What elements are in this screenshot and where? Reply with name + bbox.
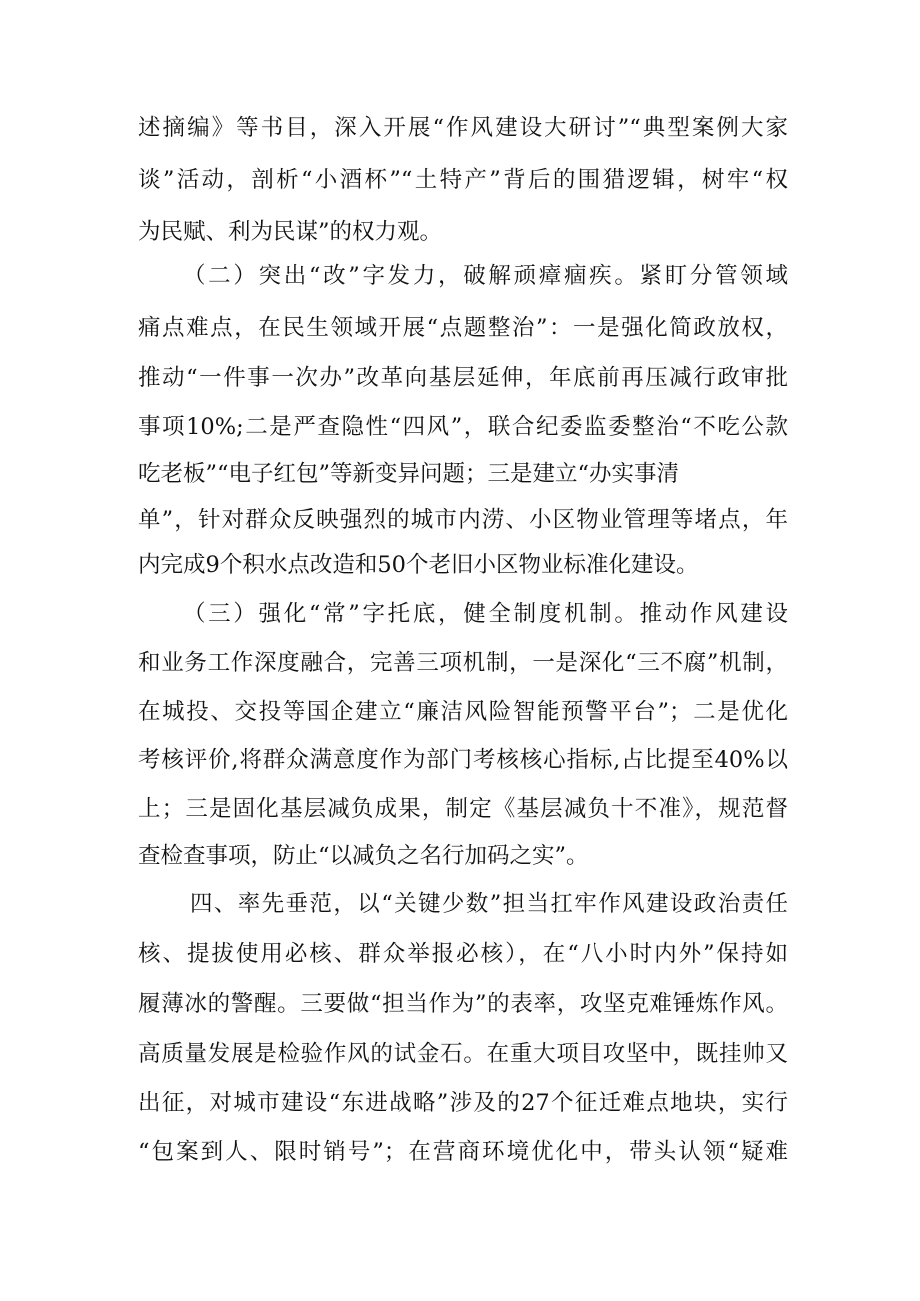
text-line: 在城投、交投等国企建立“廉洁风险智能预警平台”；二是优化	[138, 699, 788, 725]
paragraph-heading: （二）突出“改”字发力，破解顽瘴痼疾。紧盯分管领域	[183, 263, 788, 289]
text-line: 查检查事项，防止“以减负之名行加码之实”。	[138, 843, 589, 869]
section-heading: 四、率先垂范，以“关键少数”担当扛牢作风建设政治责任	[190, 891, 788, 917]
text-line: 履薄冰的警醒。三要做“担当作为”的表率，攻坚克难锤炼作风。	[138, 991, 788, 1017]
text-line: 事项10%;二是严查隐性“四风”，联合纪委监委整治“不吃公款	[138, 414, 788, 440]
text-line: 为民赋、利为民谋”的权力观。	[138, 219, 443, 245]
text-line: 推动“一件事一次办”改革向基层延伸，年底前再压减行政审批	[138, 365, 788, 391]
text-line: 和业务工作深度融合，完善三项机制，一是深化“三不腐”机制，	[138, 650, 788, 676]
text-line: 吃老板”“电子红包”等新变异问题；三是建立“办实事清	[138, 461, 680, 487]
text-line: 内完成9个积水点改造和50个老旧小区物业标准化建设。	[138, 552, 699, 578]
text-line: 出征，对城市建设“东进战略”涉及的27个征迁难点地块，实行	[138, 1090, 788, 1116]
text-line: 考核评价,将群众满意度作为部门考核核心指标,占比提至40%以	[138, 747, 788, 773]
text-line: 核、提拔使用必核、群众举报必核），在“八小时内外”保持如	[138, 941, 788, 967]
text-line: 痛点难点，在民生领域开展“点题整治”：一是强化简政放权，	[138, 315, 788, 341]
text-line: 单”，针对群众反映强烈的城市内涝、小区物业管理等堵点，年	[138, 507, 788, 533]
text-line: “包案到人、限时销号”；在营商环境优化中，带头认领“疑难	[138, 1139, 788, 1165]
text-line: 高质量发展是检验作风的试金石。在重大项目攻坚中，既挂帅又	[138, 1041, 788, 1067]
paragraph-heading: （三）强化“常”字托底，健全制度机制。推动作风建设	[183, 601, 788, 627]
text-line: 上；三是固化基层减负成果，制定《基层减负十不准》，规范督	[138, 796, 788, 822]
text-line: 谈”活动，剖析“小酒杯”“土特产”背后的围猎逻辑，树牢“权	[138, 167, 788, 193]
text-line: 述摘编》等书目，深入开展“作风建设大研讨”“典型案例大家	[138, 115, 788, 141]
